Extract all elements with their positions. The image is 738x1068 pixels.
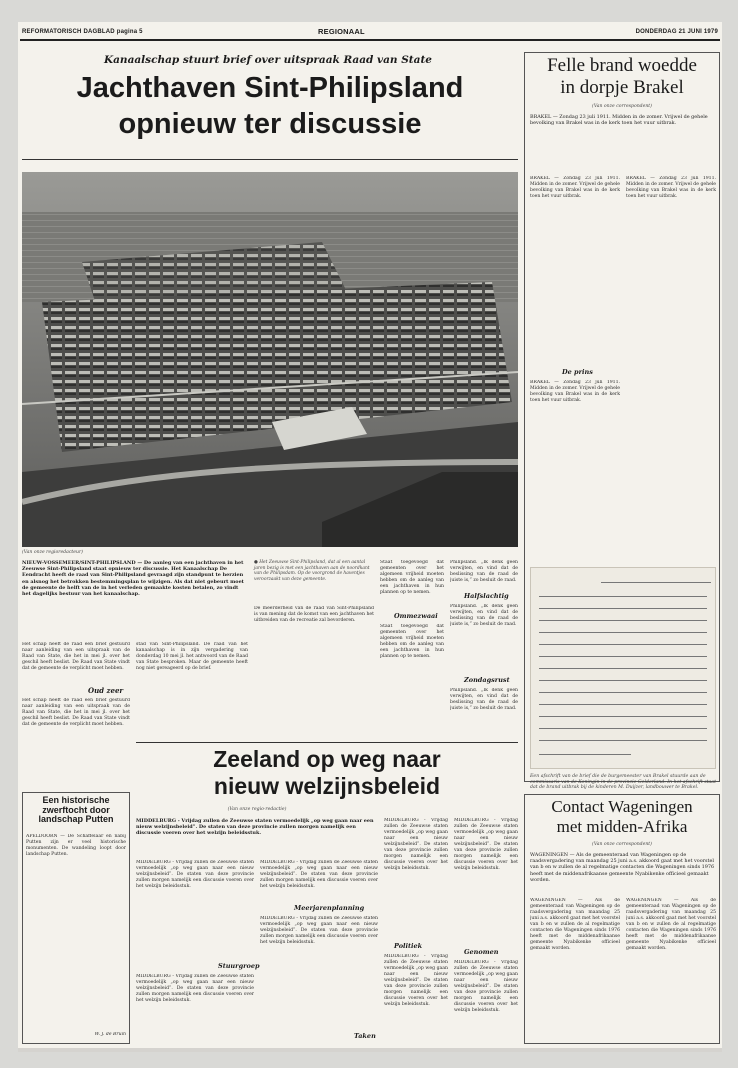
main-headline-line2: opnieuw ter discussie bbox=[118, 108, 422, 140]
newspaper-page bbox=[18, 22, 722, 1052]
handwritten-letter-photo bbox=[530, 567, 716, 769]
photo-credit: (Van onze regioredacteur) bbox=[22, 550, 83, 555]
main-lead: NIEUW-VOSSEMEER/SINT-PHILIPSLAND — De aanleg van een jachthaven in het Zeeuwse Sint-Philipsland staat opnieuw ter discussie. Het Kanaalschap De Eendracht heeft de raad van Sint-Philipsland gevraagd zijn standpunt te herzien en alsnog het betrokken bestemmingsplan te wijzigen. Als dat niet gebeurt moet de gemeente de helft van de in het verleden gemaakte kosten betalen, zo vindt het dagelijks bestuur van het kanaalschap. bbox=[22, 560, 244, 598]
main-subhead-halfslachtig: Halfslachtig bbox=[464, 592, 509, 600]
main-subhead-oud-zeer: Oud zeer bbox=[88, 686, 124, 695]
letter-line bbox=[539, 716, 707, 717]
brakel-headline-line1: Felle brand woedde bbox=[547, 55, 697, 76]
second-credit: (Van onze regio-redactie) bbox=[227, 807, 287, 812]
main-body-col3: De meerderheid van de raad van Sint-Philipsland is van mening dat de komst van een jachthaven het uitbreiden van de recreatie zal bevorderen. bbox=[254, 606, 374, 623]
putten-box-title: Een historische zwerftocht door landschap Putten bbox=[38, 795, 114, 825]
letter-line bbox=[539, 596, 707, 597]
main-body-col5: Philipsland. „Ik denk geen verwijten, en vind dat de beslissing van de raad de juiste is,” zo besluit de raad. bbox=[450, 560, 518, 583]
main-subhead-ommezwaai: Ommezwaai bbox=[394, 612, 438, 620]
letter-line bbox=[539, 728, 707, 729]
wageningen-headline-line1: Contact Wageningen bbox=[551, 797, 693, 816]
wageningen-credit: (Van onze correspondent) bbox=[592, 842, 652, 847]
second-body-col2b: MIDDELBURG - Vrijdag zullen de Zeeuwse staten vermoedelijk „op weg gaan naar een nieuw welzijnsbeleid”. De staten van deze provincie zullen morgen namelijk een discussie voeren over het welzijn beleidsstuk. bbox=[260, 916, 378, 945]
main-headline-rule bbox=[22, 159, 518, 160]
letter-line bbox=[539, 680, 707, 681]
second-body-col1b: MIDDELBURG - Vrijdag zullen de Zeeuwse staten vermoedelijk „op weg gaan naar een nieuw welzijnsbeleid”. De staten van deze provincie zullen morgen namelijk een discussie voeren over het welzijn beleidsstuk. bbox=[136, 974, 254, 1003]
second-story-rule bbox=[136, 742, 518, 743]
letter-line bbox=[539, 740, 707, 741]
photo-caption: ● Het Zeeuwse Sint-Philipsland, dat al een aantal jaren bezig is met een jachthaven aan de noordkant van de Philipsdam. Op de voorgrond de haventjes veroorzaakt van deze gemeente. bbox=[254, 560, 370, 582]
main-body-col4b: Staat toegevoegd dat gemeenten over het algemeen vrijheid moeten hebben om de aanleg van een jachthaven in hun plannen op te nemen. bbox=[380, 624, 444, 659]
letter-line bbox=[539, 754, 631, 755]
letter-line bbox=[539, 692, 707, 693]
header-date: DONDERDAG 21 JUNI 1979 bbox=[635, 29, 718, 35]
main-subhead-zondagsrust: Zondagsrust bbox=[464, 676, 510, 684]
wageningen-body-col1: WAGENINGEN — Als de gemeenteraad van Wageningen op de raadsvergadering van maandag 25 juni a.s. akkoord gaat met het voorstel van b en w zullen de al regelmatige contacten die Wageningen sinds 1976 heeft met de middenafrikaanse gemeente Nyabikenke officieel gemaakt worden. bbox=[530, 898, 620, 951]
aerial-photo-illustration bbox=[22, 172, 518, 547]
brakel-lead: BRAKEL — Zondag 23 juli 1911. Midden in de zomer. Vrijwel de gehele bevolking van Brakel was in de kerk toen het vuur uitbrak. bbox=[530, 114, 708, 127]
brakel-headline-line2: in dorpje Brakel bbox=[560, 77, 684, 98]
second-lead: MIDDELBURG - Vrijdag zullen de Zeeuwse staten vermoedelijk „op weg gaan naar een nieuw welzijnsbeleid”. De staten van deze provincie zullen morgen namelijk een discussie voeren over het welzijn beleidsstuk. bbox=[136, 818, 374, 837]
letter-caption: Een afschrift van de brief die de burgemeester van Brakel stuurde aan de commissaris van de Koningin in de provincie Gelderland. In het afschrift staat dat de brand uitbrak bij de kinderen M. Duijzer, landbouwer te Brakel. bbox=[530, 774, 716, 791]
second-body-col4b: MIDDELBURG - Vrijdag zullen de Zeeuwse staten vermoedelijk „op weg gaan naar een nieuw welzijnsbeleid”. De staten van deze provincie zullen morgen namelijk een discussie voeren over het welzijn beleidsstuk. bbox=[454, 960, 518, 1013]
second-subhead-taken: Taken bbox=[354, 1032, 376, 1040]
second-subhead-meerjarenplanning: Meerjarenplanning bbox=[294, 904, 365, 912]
putten-box-byline: W. J. de Bruin bbox=[94, 1032, 126, 1037]
second-body-col3: MIDDELBURG - Vrijdag zullen de Zeeuwse staten vermoedelijk „op weg gaan naar een nieuw welzijnsbeleid”. De staten van deze provincie zullen morgen namelijk een discussie voeren over het welzijn beleidsstuk. bbox=[384, 818, 448, 871]
putten-box-body: APELDOORN — De Schaffelaar en nabij Putten zijn er veel historische monumenten. De wandeling loopt door landschap Putten. bbox=[26, 834, 126, 857]
letter-line bbox=[539, 656, 707, 657]
main-kicker: Kanaalschap stuurt brief over uitspraak Raad van State bbox=[104, 54, 432, 66]
letter-line bbox=[539, 608, 707, 609]
second-headline-line2: nieuw welzijnsbeleid bbox=[213, 773, 441, 799]
letter-line bbox=[539, 632, 707, 633]
header-paper-name: REFORMATORISCH DAGBLAD pagina 5 bbox=[22, 29, 143, 35]
main-body-col5c: Philipsland. „Ik denk geen verwijten, en vind dat de beslissing van de raad de juiste is,” zo besluit de raad. bbox=[450, 688, 518, 711]
main-body-col5b: Philipsland. „Ik denk geen verwijten, en vind dat de beslissing van de raad de juiste is,” zo besluit de raad. bbox=[450, 604, 518, 627]
main-body-col2b: stad van Sint-Philipsland. De raad van het kanaalschap is in zijn vergadering van donderdag 10 mei jl. het antwoord van de Raad van State besproken. Maar de gemeente heeft nog niet gereageerd op de brief. bbox=[136, 642, 248, 671]
header-section: REGIONAAL bbox=[318, 27, 365, 36]
main-headline-line1: Jachthaven Sint-Philipsland bbox=[76, 72, 464, 104]
aerial-photo bbox=[22, 172, 518, 547]
brakel-credit: (Van onze correspondent) bbox=[592, 104, 652, 109]
brakel-body-col1b: BRAKEL — Zondag 23 juli 1911. Midden in de zomer. Vrijwel de gehele bevolking van Brakel was in de kerk toen het vuur uitbrak. bbox=[530, 380, 620, 403]
wageningen-headline-line2: met midden-Afrika bbox=[556, 817, 688, 836]
second-body-col3b: MIDDELBURG - Vrijdag zullen de Zeeuwse staten vermoedelijk „op weg gaan naar een nieuw welzijnsbeleid”. De staten van deze provincie zullen morgen namelijk een discussie voeren over het welzijn beleidsstuk. bbox=[384, 954, 448, 1007]
letter-line bbox=[539, 620, 707, 621]
main-body-col2: Het schap heeft de raad een brief gestuurd naar aanleiding van een uitspraak van de Raad van State, die het in mei jl. over het geschil heeft beslist. De Raad van State vindt dat de gemeente de verplicht moet hebben. bbox=[22, 698, 130, 727]
page-edge-shadow bbox=[18, 1048, 722, 1052]
letter-line bbox=[539, 668, 707, 669]
second-body-col2: MIDDELBURG - Vrijdag zullen de Zeeuwse staten vermoedelijk „op weg gaan naar een nieuw welzijnsbeleid”. De staten van deze provincie zullen morgen namelijk een discussie voeren over het welzijn beleidsstuk. bbox=[260, 860, 378, 889]
second-subhead-genomen: Genomen bbox=[464, 948, 499, 956]
second-subhead-politiek: Politiek bbox=[394, 942, 423, 950]
wageningen-body-col2: WAGENINGEN — Als de gemeenteraad van Wageningen op de raadsvergadering van maandag 25 juni a.s. akkoord gaat met het voorstel van b en w zullen de al regelmatige contacten die Wageningen sinds 1976 heeft met de middenafrikaanse gemeente Nyabikenke officieel gemaakt worden. bbox=[626, 898, 716, 951]
letter-line bbox=[539, 704, 707, 705]
brakel-body-col1: BRAKEL — Zondag 23 juli 1911. Midden in de zomer. Vrijwel de gehele bevolking van Brakel was in de kerk toen het vuur uitbrak. bbox=[530, 176, 620, 199]
brakel-body-col2: BRAKEL — Zondag 23 juli 1911. Midden in de zomer. Vrijwel de gehele bevolking van Brakel was in de kerk toen het vuur uitbrak. bbox=[626, 176, 716, 199]
main-body-col4: Staat toegevoegd dat gemeenten over het algemeen vrijheid moeten hebben om de aanleg van een jachthaven in hun plannen op te nemen. bbox=[380, 560, 444, 595]
second-body-col4: MIDDELBURG - Vrijdag zullen de Zeeuwse staten vermoedelijk „op weg gaan naar een nieuw welzijnsbeleid”. De staten van deze provincie zullen morgen namelijk een discussie voeren over het welzijn beleidsstuk. bbox=[454, 818, 518, 871]
letter-line bbox=[601, 582, 711, 583]
second-headline-line1: Zeeland op weg naar bbox=[213, 746, 441, 772]
main-body-col1: Het schap heeft de raad een brief gestuurd naar aanleiding van een uitspraak van de Raad van State, die het in mei jl. over het geschil heeft beslist. De Raad van State vindt dat de gemeente de verplicht moet hebben. bbox=[22, 642, 130, 671]
wageningen-lead: WAGENINGEN — Als de gemeenteraad van Wageningen op de raadsvergadering van maandag 25 juni a.s. akkoord gaat met het voorstel van b en w zullen de al regelmatige contacten die Wageningen sinds 1976 heeft met de middenafrikaanse gemeente Nyabikenke officieel gemaakt worden. bbox=[530, 852, 715, 883]
second-subhead-stuurgroep: Stuurgroep bbox=[218, 962, 260, 970]
second-body-col1: MIDDELBURG - Vrijdag zullen de Zeeuwse staten vermoedelijk „op weg gaan naar een nieuw welzijnsbeleid”. De staten van deze provincie zullen morgen namelijk een discussie voeren over het welzijn beleidsstuk. bbox=[136, 860, 254, 889]
brakel-subhead-de-prins: De prins bbox=[562, 368, 593, 376]
header-rule bbox=[20, 39, 720, 41]
letter-line bbox=[539, 644, 707, 645]
